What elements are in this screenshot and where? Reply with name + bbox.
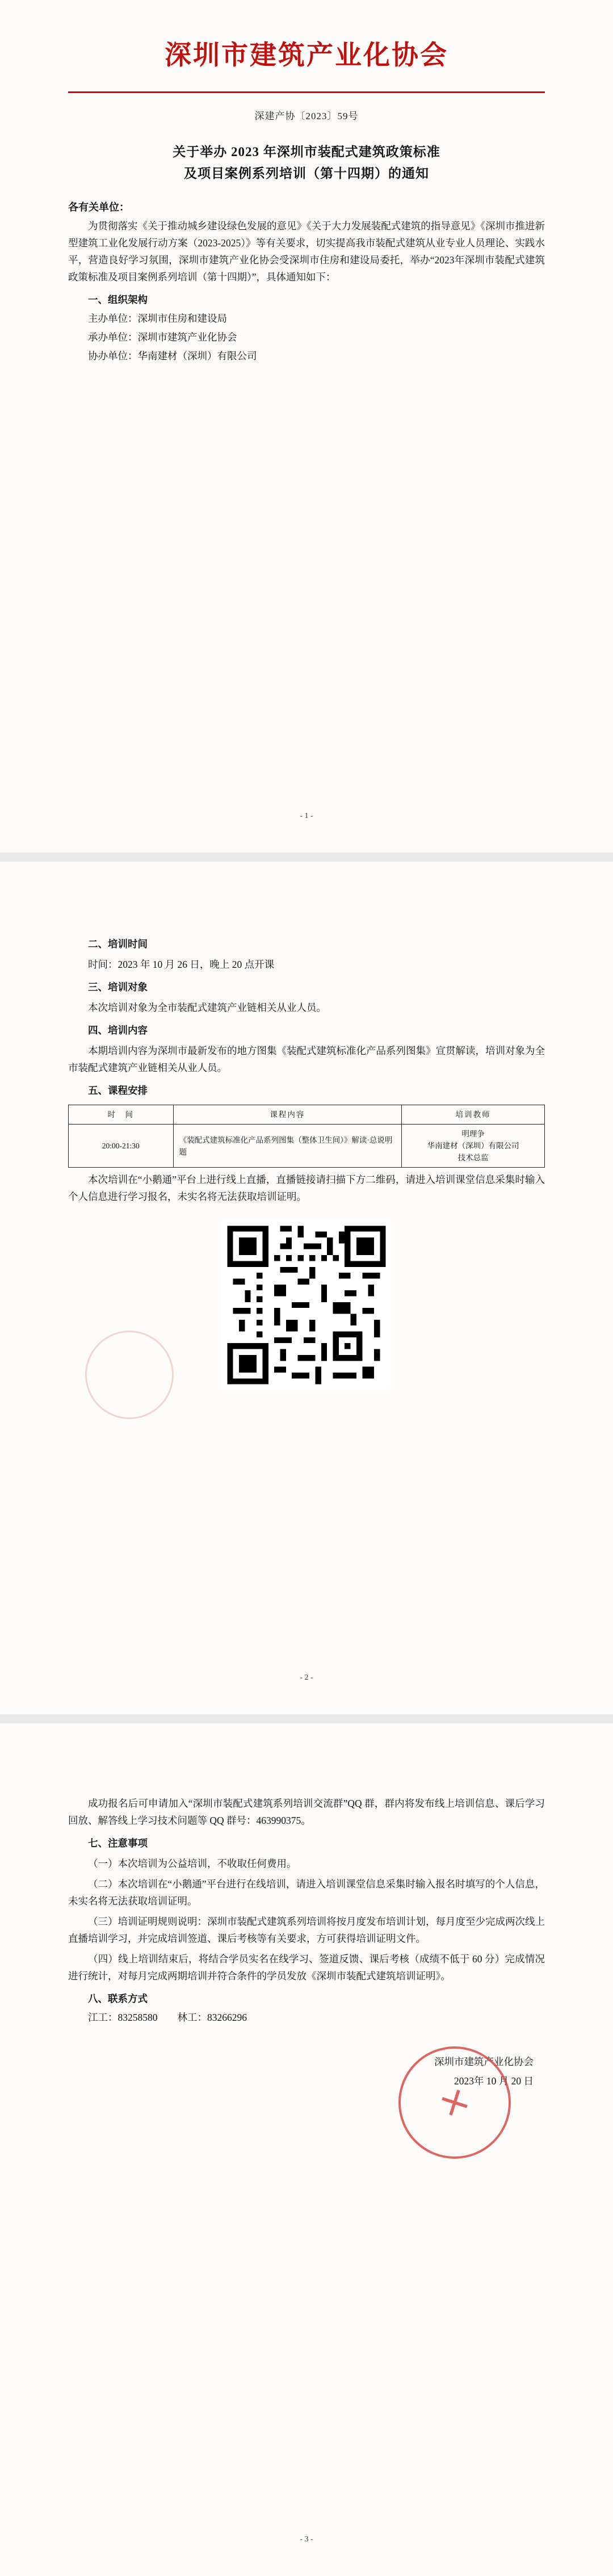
document-number: 深建产协〔2023〕59号: [254, 111, 359, 121]
page-number-2: - 2 -: [300, 1673, 313, 1682]
table-header-row: [69, 1105, 545, 1125]
section-heading-5: 五、课程安排: [88, 1085, 148, 1096]
faint-stamp-mark: [85, 1331, 174, 1419]
section-heading-4: 四、培训内容: [88, 1025, 148, 1036]
note-item-4: （四）线上培训结束后，将结合学员实名在线学习、签道反馈、课后考核（成绩不低于 60 分）完成情况进行统计，对每月完成两期培训并符合条件的学员发放《深圳市装配式建筑培训证明》。: [68, 1953, 545, 1982]
intro-paragraph: 为贯彻落实《关于推动城乡建设绿色发展的意见》《关于大力发展装配式建筑的指导意见》《深圳市推进新型建筑工业化发展行动方案（2023-2025）》等有关要求，切实提高我市装配式建筑从业专业人员理论、实践水平，营造良好学习氛围，深圳市建筑产业化协会受深圳市住房和建设局委托，举办“2023年深圳市装配式建筑政策标准及项目案例系列培训（第十四期）”，具体通知如下：: [68, 220, 545, 283]
cell-time: 20:00-21:30: [69, 1125, 174, 1168]
organizer-coorganizer: 协办单位：华南建材（深圳）有限公司: [88, 350, 257, 362]
contact-info: 江工：83258580 林工：83266296: [88, 2012, 247, 2023]
organizer-undertaker: 承办单位：深圳市建筑产业化协会: [88, 332, 237, 343]
document-page-2: [0, 862, 613, 1714]
table-row: [69, 1125, 545, 1168]
section-heading-2: 二、培训时间: [88, 938, 148, 950]
document-title-line-2: 及项目案例系列培训（第十四期）的通知: [184, 166, 429, 181]
section-heading-1: 一、组织架构: [88, 294, 148, 305]
cell-teacher: [402, 1125, 545, 1168]
document-title-line-1: 关于举办 2023 年深圳市装配式建筑政策标准: [173, 145, 440, 159]
training-time: 时间：2023 年 10 月 26 日，晚上 20 点开课: [88, 959, 275, 970]
section-heading-7: 七、注意事项: [88, 1837, 148, 1849]
cell-content: 《装配式建筑标准化产品系列图集（整体卫生间）》解读·总说明题: [173, 1125, 402, 1168]
document-page-1: [0, 0, 613, 853]
letterhead-title: 深圳市建筑产业化协会: [165, 41, 448, 70]
live-platform-paragraph: 本次培训在“小鹅通”平台上进行线上直播，直播链接请扫描下方二维码，请进入培训课堂信息采集时输入个人信息进行学习报名，未实名将无法获取培训证明。: [68, 1174, 545, 1202]
training-content: 本期培训内容为深圳市最新发布的地方图集《装配式建筑标准化产品系列图集》宣贯解读，培训对象为全市装配式建筑产业链相关从业人员。: [68, 1045, 545, 1073]
note-item-2: （二）本次培训在“小鹅通”平台进行在线培训，请进入培训课堂信息采集时输入报名时填写的个人信息，未实名将无法获取培训证明。: [68, 1878, 545, 1907]
schedule-table: [68, 1105, 545, 1168]
section-heading-3: 三、培训对象: [88, 981, 148, 993]
organizer-host: 主办单位：深圳市住房和建设局: [88, 313, 227, 324]
signature-date: 2023年 10 月 20 日: [454, 2075, 534, 2087]
letterhead: [68, 0, 545, 93]
column-header-teacher: 培训教师: [402, 1105, 545, 1125]
note-item-3: （三）培训证明规则说明：深圳市装配式建筑系列培训将按月度发布培训计划，每月度至少完成两次线上直播培训学习，并完成培训签道、课后考核等有关要求，方可获得培训证明文件。: [68, 1916, 545, 1944]
page-title: [68, 141, 545, 184]
page-divider-1: [0, 853, 613, 862]
signature-block: [68, 2052, 545, 2091]
qq-group-paragraph: 成功报名后可申请加入“深圳市装配式建筑系列培训交流群”QQ 群，群内将发布线上培训信息、课后学习回放、解答线上学习技术问题等 QQ 群号：463990375。: [68, 1798, 545, 1826]
teacher-title: 技术总监: [457, 1153, 489, 1162]
teacher-name: 明理争: [461, 1130, 485, 1138]
signature-org: 深圳市建筑产业化协会: [434, 2056, 534, 2067]
teacher-org: 华南建材（深圳）有限公司: [427, 1142, 519, 1150]
document-page-3: [0, 1723, 613, 2576]
page-number-1: - 1 -: [300, 812, 313, 820]
qr-code-icon[interactable]: [221, 1220, 392, 1390]
page-number-3: - 3 -: [300, 2535, 313, 2544]
salutation: 各有关单位：: [68, 202, 129, 213]
note-item-1: （一）本次培训为公益培训，不收取任何费用。: [88, 1858, 297, 1869]
letterhead-rule: [68, 91, 545, 93]
training-audience: 本次培训对象为全市装配式建筑产业链相关从业人员。: [88, 1002, 326, 1013]
section-heading-8: 八、联系方式: [88, 1993, 148, 2004]
page-divider-2: [0, 1714, 613, 1723]
column-header-content: 课程内容: [173, 1105, 402, 1125]
column-header-time: 时 间: [69, 1105, 174, 1125]
